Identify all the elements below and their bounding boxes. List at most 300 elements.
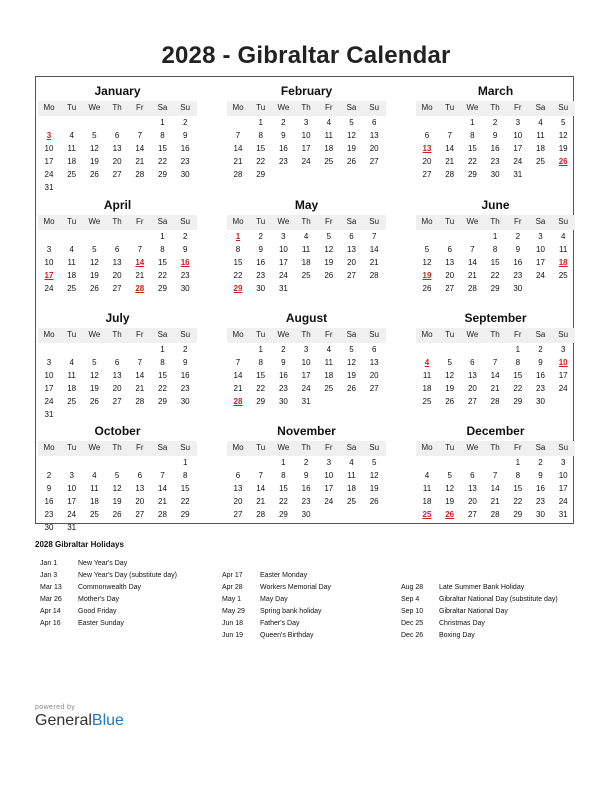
holiday-date: Jun 19 bbox=[222, 632, 244, 639]
day-cell: 1 bbox=[160, 118, 165, 127]
day-cell: 1 bbox=[470, 118, 475, 127]
day-cell: 8 bbox=[281, 470, 286, 480]
day-cell: 11 bbox=[324, 130, 333, 140]
day-cell: 18 bbox=[422, 496, 432, 506]
day-cell: 9 bbox=[515, 244, 521, 254]
weekday-label: Mo bbox=[43, 103, 55, 112]
holiday-date: Apr 16 bbox=[40, 620, 61, 627]
holiday-day-cell: 29 bbox=[233, 283, 243, 293]
day-cell: 27 bbox=[369, 383, 379, 393]
day-cell: 13 bbox=[112, 370, 122, 380]
holiday-day-cell: 17 bbox=[44, 270, 54, 280]
day-cell: 24 bbox=[301, 156, 311, 166]
weekday-label: Su bbox=[180, 443, 191, 452]
weekday-label: Su bbox=[369, 217, 380, 226]
weekday-header bbox=[227, 441, 386, 456]
day-cell: 4 bbox=[69, 357, 74, 367]
day-cell: 17 bbox=[536, 257, 545, 267]
day-cell: 10 bbox=[67, 483, 77, 493]
weekday-label: Sa bbox=[346, 103, 357, 112]
day-cell: 31 bbox=[278, 283, 288, 293]
day-cell: 22 bbox=[158, 156, 167, 166]
day-cell: 20 bbox=[369, 143, 379, 153]
day-cell: 2 bbox=[281, 345, 286, 354]
day-cell: 29 bbox=[256, 396, 266, 406]
day-cell: 16 bbox=[301, 483, 311, 493]
day-cell: 2 bbox=[538, 345, 543, 354]
holiday-name: Commonwealth Day bbox=[78, 584, 142, 591]
holiday-date: Mar 13 bbox=[40, 584, 62, 591]
day-cell: 18 bbox=[347, 483, 356, 493]
page-title: 2028 - Gibraltar Calendar bbox=[161, 42, 451, 69]
day-cell: 19 bbox=[558, 143, 568, 153]
day-cell: 5 bbox=[349, 118, 354, 127]
holiday-name: Late Summer Bank Holiday bbox=[439, 584, 525, 591]
weekday-label: Tu bbox=[445, 443, 455, 452]
day-cell: 21 bbox=[445, 156, 455, 166]
day-cell: 25 bbox=[558, 270, 568, 280]
holiday-name: Christmas Day bbox=[439, 620, 485, 627]
weekday-label: Su bbox=[180, 217, 191, 226]
day-cell: 8 bbox=[258, 357, 263, 367]
day-cell: 26 bbox=[422, 283, 432, 293]
holiday-name: New Year's Day bbox=[78, 560, 128, 567]
day-cell: 12 bbox=[369, 470, 379, 480]
day-cell: 23 bbox=[180, 156, 190, 166]
day-cell: 8 bbox=[515, 357, 521, 367]
day-cell: 16 bbox=[278, 370, 288, 380]
day-cell: 15 bbox=[158, 143, 167, 153]
day-cell: 23 bbox=[278, 383, 288, 393]
day-cell: 6 bbox=[114, 357, 120, 367]
day-cell: 3 bbox=[538, 232, 543, 241]
day-cell: 10 bbox=[536, 244, 545, 254]
day-cell: 13 bbox=[467, 483, 477, 493]
day-cell: 17 bbox=[67, 496, 77, 506]
day-cell: 30 bbox=[490, 169, 500, 179]
day-cell: 1 bbox=[515, 345, 521, 354]
day-cell: 7 bbox=[137, 130, 143, 140]
day-cell: 24 bbox=[67, 509, 77, 519]
day-cell: 26 bbox=[89, 283, 99, 293]
weekday-label: Su bbox=[369, 330, 380, 339]
day-cell: 20 bbox=[422, 156, 432, 166]
day-cell: 19 bbox=[445, 383, 455, 393]
day-cell: 8 bbox=[515, 470, 521, 480]
weekday-label: Fr bbox=[325, 217, 333, 226]
day-cell: 4 bbox=[69, 244, 74, 254]
day-cell: 28 bbox=[490, 509, 500, 519]
weekday-label: Fr bbox=[136, 443, 144, 452]
day-cell: 3 bbox=[326, 458, 332, 467]
day-cell: 25 bbox=[89, 509, 99, 519]
holiday-day-cell: 28 bbox=[233, 396, 243, 406]
day-cell: 13 bbox=[233, 483, 243, 493]
day-cell: 27 bbox=[112, 169, 122, 179]
day-cell: 31 bbox=[301, 396, 311, 406]
day-cell: 20 bbox=[112, 270, 122, 280]
day-cell: 9 bbox=[182, 357, 188, 367]
day-cell: 14 bbox=[445, 143, 455, 153]
day-cell: 8 bbox=[258, 130, 263, 140]
weekday-label: We bbox=[466, 330, 479, 339]
brand-general: General bbox=[35, 712, 92, 729]
day-cell: 8 bbox=[160, 130, 165, 140]
day-cell: 19 bbox=[347, 370, 356, 380]
day-cell: 14 bbox=[490, 483, 500, 493]
weekday-label: Su bbox=[369, 103, 380, 112]
weekday-label: Mo bbox=[232, 103, 244, 112]
weekday-label: Mo bbox=[421, 103, 433, 112]
day-cell: 9 bbox=[258, 244, 263, 254]
weekday-label: Fr bbox=[514, 217, 522, 226]
holiday-day-cell: 14 bbox=[135, 257, 145, 267]
day-cell: 9 bbox=[281, 357, 286, 367]
day-cell: 25 bbox=[301, 270, 311, 280]
weekday-label: Sa bbox=[535, 443, 546, 452]
day-cell: 11 bbox=[301, 244, 311, 254]
weekday-label: Tu bbox=[445, 330, 455, 339]
weekday-label: Sa bbox=[346, 217, 357, 226]
weekday-label: Mo bbox=[43, 217, 55, 226]
month-name: November bbox=[277, 424, 336, 438]
weekday-label: Sa bbox=[157, 217, 168, 226]
day-cell: 13 bbox=[369, 130, 379, 140]
holiday-date: Aug 28 bbox=[401, 584, 424, 591]
holiday-name: Gibraltar National Day bbox=[439, 608, 508, 615]
day-cell: 18 bbox=[301, 257, 311, 267]
holiday-date: Jun 18 bbox=[222, 620, 244, 627]
day-cell: 26 bbox=[347, 383, 356, 393]
day-cell: 27 bbox=[135, 509, 145, 519]
holiday-name: Boxing Day bbox=[439, 632, 475, 639]
day-cell: 16 bbox=[180, 143, 190, 153]
day-cell: 20 bbox=[135, 496, 145, 506]
day-cell: 15 bbox=[158, 257, 167, 267]
day-cell: 1 bbox=[281, 458, 286, 467]
day-cell: 30 bbox=[44, 522, 54, 532]
weekday-label: Th bbox=[112, 217, 122, 226]
day-cell: 23 bbox=[513, 270, 523, 280]
day-cell: 5 bbox=[92, 244, 97, 254]
day-cell: 19 bbox=[89, 156, 99, 166]
day-cell: 6 bbox=[424, 130, 430, 140]
weekday-label: Fr bbox=[514, 443, 522, 452]
day-cell: 1 bbox=[492, 232, 498, 241]
day-cell: 25 bbox=[67, 283, 77, 293]
day-cell: 22 bbox=[513, 496, 523, 506]
day-cell: 5 bbox=[447, 470, 452, 480]
day-cell: 21 bbox=[233, 383, 243, 393]
day-cell: 16 bbox=[256, 257, 266, 267]
day-cell: 22 bbox=[158, 383, 167, 393]
day-cell: 15 bbox=[513, 370, 523, 380]
weekday-header bbox=[38, 328, 197, 343]
weekday-label: Th bbox=[301, 217, 311, 226]
day-cell: 20 bbox=[467, 496, 477, 506]
day-cell: 22 bbox=[180, 496, 190, 506]
weekday-label: Fr bbox=[514, 103, 522, 112]
day-cell: 1 bbox=[160, 232, 165, 241]
day-cell: 22 bbox=[256, 156, 266, 166]
holiday-name: May Day bbox=[260, 596, 288, 603]
day-cell: 9 bbox=[182, 130, 188, 140]
day-cell: 24 bbox=[324, 496, 334, 506]
holiday-day-cell: 3 bbox=[46, 130, 52, 140]
holiday-date: Apr 28 bbox=[222, 584, 243, 591]
weekday-label: Mo bbox=[43, 443, 55, 452]
day-cell: 18 bbox=[89, 496, 99, 506]
weekday-label: Fr bbox=[136, 103, 144, 112]
powered-by-text: powered by bbox=[35, 704, 76, 711]
day-cell: 21 bbox=[369, 257, 379, 267]
day-cell: 3 bbox=[560, 458, 566, 467]
day-cell: 15 bbox=[256, 370, 266, 380]
day-cell: 31 bbox=[67, 522, 77, 532]
day-cell: 9 bbox=[538, 357, 543, 367]
day-cell: 18 bbox=[67, 270, 77, 280]
day-cell: 21 bbox=[490, 496, 500, 506]
day-cell: 19 bbox=[324, 257, 334, 267]
weekday-label: Fr bbox=[325, 330, 333, 339]
day-cell: 16 bbox=[536, 370, 545, 380]
day-cell: 12 bbox=[347, 130, 356, 140]
day-cell: 21 bbox=[135, 383, 145, 393]
holiday-name: Easter Monday bbox=[260, 572, 308, 579]
day-cell: 3 bbox=[281, 232, 286, 241]
holiday-name: Mother's Day bbox=[78, 596, 120, 603]
day-cell: 14 bbox=[490, 370, 500, 380]
day-cell: 29 bbox=[256, 169, 266, 179]
weekday-label: Mo bbox=[421, 217, 433, 226]
weekday-label: Su bbox=[369, 443, 380, 452]
day-cell: 13 bbox=[112, 257, 122, 267]
day-cell: 18 bbox=[536, 143, 545, 153]
day-cell: 25 bbox=[324, 383, 334, 393]
day-cell: 27 bbox=[467, 396, 477, 406]
day-cell: 21 bbox=[467, 270, 477, 280]
day-cell: 7 bbox=[235, 357, 241, 367]
weekday-label: Mo bbox=[232, 330, 244, 339]
day-cell: 16 bbox=[278, 143, 288, 153]
day-cell: 14 bbox=[369, 244, 379, 254]
day-cell: 24 bbox=[301, 383, 311, 393]
weekday-label: Fr bbox=[325, 443, 333, 452]
holiday-name: Easter Sunday bbox=[78, 620, 124, 627]
day-cell: 17 bbox=[513, 143, 523, 153]
weekday-label: Mo bbox=[421, 443, 433, 452]
day-cell: 15 bbox=[490, 257, 500, 267]
day-cell: 10 bbox=[278, 244, 288, 254]
day-cell: 11 bbox=[324, 357, 333, 367]
day-cell: 24 bbox=[558, 496, 568, 506]
day-cell: 4 bbox=[92, 470, 97, 480]
weekday-label: Fr bbox=[136, 217, 144, 226]
month-name: February bbox=[280, 84, 333, 98]
day-cell: 29 bbox=[158, 396, 167, 406]
day-cell: 16 bbox=[180, 370, 190, 380]
day-cell: 14 bbox=[135, 143, 145, 153]
day-cell: 21 bbox=[135, 156, 145, 166]
day-cell: 6 bbox=[137, 470, 143, 480]
month-name: April bbox=[103, 198, 132, 212]
day-cell: 2 bbox=[281, 118, 286, 127]
day-cell: 3 bbox=[303, 345, 309, 354]
day-cell: 27 bbox=[467, 509, 477, 519]
day-cell: 30 bbox=[536, 396, 545, 406]
day-cell: 23 bbox=[301, 496, 311, 506]
day-cell: 15 bbox=[513, 483, 523, 493]
day-cell: 7 bbox=[235, 130, 241, 140]
day-cell: 28 bbox=[467, 283, 477, 293]
day-cell: 23 bbox=[536, 496, 545, 506]
holiday-name: New Year's Day (substitute day) bbox=[78, 572, 177, 579]
brand-logo bbox=[35, 704, 124, 730]
day-cell: 14 bbox=[467, 257, 477, 267]
day-cell: 20 bbox=[467, 383, 477, 393]
day-cell: 12 bbox=[89, 143, 99, 153]
brand-blue: Blue bbox=[91, 712, 124, 729]
month-name: January bbox=[94, 84, 141, 98]
day-cell: 1 bbox=[160, 345, 165, 354]
day-cell: 22 bbox=[467, 156, 477, 166]
day-cell: 6 bbox=[235, 470, 241, 480]
day-cell: 28 bbox=[369, 270, 379, 280]
day-cell: 8 bbox=[160, 357, 165, 367]
day-cell: 18 bbox=[67, 383, 77, 393]
month-name: December bbox=[466, 424, 525, 438]
day-cell: 28 bbox=[256, 509, 266, 519]
day-cell: 19 bbox=[89, 270, 99, 280]
day-cell: 25 bbox=[536, 156, 545, 166]
day-cell: 12 bbox=[445, 483, 455, 493]
day-cell: 9 bbox=[492, 130, 498, 140]
weekday-header bbox=[416, 328, 575, 343]
day-cell: 21 bbox=[256, 496, 266, 506]
weekday-label: Tu bbox=[256, 217, 266, 226]
day-cell: 10 bbox=[301, 357, 311, 367]
weekday-label: Sa bbox=[346, 330, 357, 339]
day-cell: 3 bbox=[46, 357, 52, 367]
holiday-day-cell: 26 bbox=[445, 509, 455, 519]
day-cell: 29 bbox=[158, 169, 167, 179]
day-cell: 8 bbox=[492, 244, 498, 254]
day-cell: 10 bbox=[513, 130, 523, 140]
day-cell: 5 bbox=[560, 118, 566, 127]
day-cell: 14 bbox=[135, 370, 145, 380]
weekday-label: Su bbox=[558, 217, 569, 226]
holiday-name: Gibraltar National Day (substitute day) bbox=[439, 596, 558, 603]
day-cell: 2 bbox=[182, 345, 188, 354]
day-cell: 7 bbox=[492, 470, 498, 480]
day-cell: 26 bbox=[445, 396, 455, 406]
weekday-label: Sa bbox=[346, 443, 357, 452]
day-cell: 11 bbox=[347, 470, 356, 480]
holiday-date: Mar 26 bbox=[40, 596, 62, 603]
holiday-day-cell: 26 bbox=[558, 156, 568, 166]
day-cell: 18 bbox=[324, 370, 334, 380]
day-cell: 1 bbox=[515, 458, 521, 467]
day-cell: 2 bbox=[258, 232, 263, 241]
day-cell: 8 bbox=[182, 470, 188, 480]
day-cell: 5 bbox=[114, 470, 120, 480]
day-cell: 14 bbox=[256, 483, 266, 493]
day-cell: 6 bbox=[447, 244, 452, 254]
day-cell: 19 bbox=[89, 383, 99, 393]
day-cell: 6 bbox=[371, 118, 377, 127]
holiday-day-cell: 16 bbox=[180, 257, 190, 267]
weekday-label: Fr bbox=[136, 330, 144, 339]
weekday-label: We bbox=[466, 103, 479, 112]
day-cell: 26 bbox=[89, 396, 99, 406]
weekday-label: We bbox=[88, 217, 101, 226]
day-cell: 20 bbox=[347, 257, 356, 267]
day-cell: 5 bbox=[371, 458, 377, 467]
day-cell: 24 bbox=[513, 156, 523, 166]
day-cell: 29 bbox=[158, 283, 167, 293]
day-cell: 12 bbox=[324, 244, 334, 254]
day-cell: 20 bbox=[112, 156, 122, 166]
day-cell: 7 bbox=[371, 232, 377, 241]
weekday-label: Su bbox=[558, 330, 569, 339]
day-cell: 6 bbox=[470, 470, 475, 480]
day-cell: 6 bbox=[114, 130, 120, 140]
day-cell: 7 bbox=[137, 357, 143, 367]
day-cell: 5 bbox=[447, 357, 452, 367]
holiday-day-cell: 4 bbox=[424, 357, 430, 367]
day-cell: 3 bbox=[303, 118, 309, 127]
weekday-label: Tu bbox=[67, 330, 77, 339]
day-cell: 20 bbox=[233, 496, 243, 506]
holiday-day-cell: 25 bbox=[422, 509, 432, 519]
day-cell: 23 bbox=[180, 270, 190, 280]
month-name: September bbox=[464, 311, 527, 325]
day-cell: 21 bbox=[490, 383, 500, 393]
weekday-label: Tu bbox=[67, 443, 77, 452]
day-cell: 17 bbox=[278, 257, 288, 267]
weekday-label: Th bbox=[490, 443, 500, 452]
day-cell: 22 bbox=[278, 496, 288, 506]
day-cell: 30 bbox=[256, 283, 266, 293]
weekday-header bbox=[227, 101, 386, 116]
weekday-label: Tu bbox=[67, 103, 77, 112]
day-cell: 10 bbox=[558, 470, 568, 480]
month-name: June bbox=[481, 198, 510, 212]
day-cell: 18 bbox=[422, 383, 432, 393]
day-cell: 27 bbox=[233, 509, 243, 519]
day-cell: 2 bbox=[182, 232, 188, 241]
weekday-label: We bbox=[466, 217, 479, 226]
day-cell: 4 bbox=[538, 118, 543, 127]
day-cell: 5 bbox=[92, 130, 97, 140]
holiday-day-cell: 10 bbox=[558, 357, 568, 367]
weekday-label: Th bbox=[490, 330, 500, 339]
weekday-label: We bbox=[277, 330, 290, 339]
day-cell: 5 bbox=[349, 345, 354, 354]
day-cell: 14 bbox=[233, 370, 243, 380]
day-cell: 11 bbox=[559, 244, 568, 254]
weekday-label: We bbox=[88, 103, 101, 112]
weekday-header bbox=[416, 101, 575, 116]
day-cell: 25 bbox=[67, 396, 77, 406]
brand-name bbox=[35, 712, 124, 730]
day-cell: 2 bbox=[46, 470, 52, 480]
day-cell: 22 bbox=[158, 270, 167, 280]
day-cell: 17 bbox=[558, 370, 568, 380]
day-cell: 3 bbox=[560, 345, 566, 354]
day-cell: 11 bbox=[67, 257, 76, 267]
day-cell: 27 bbox=[445, 283, 455, 293]
